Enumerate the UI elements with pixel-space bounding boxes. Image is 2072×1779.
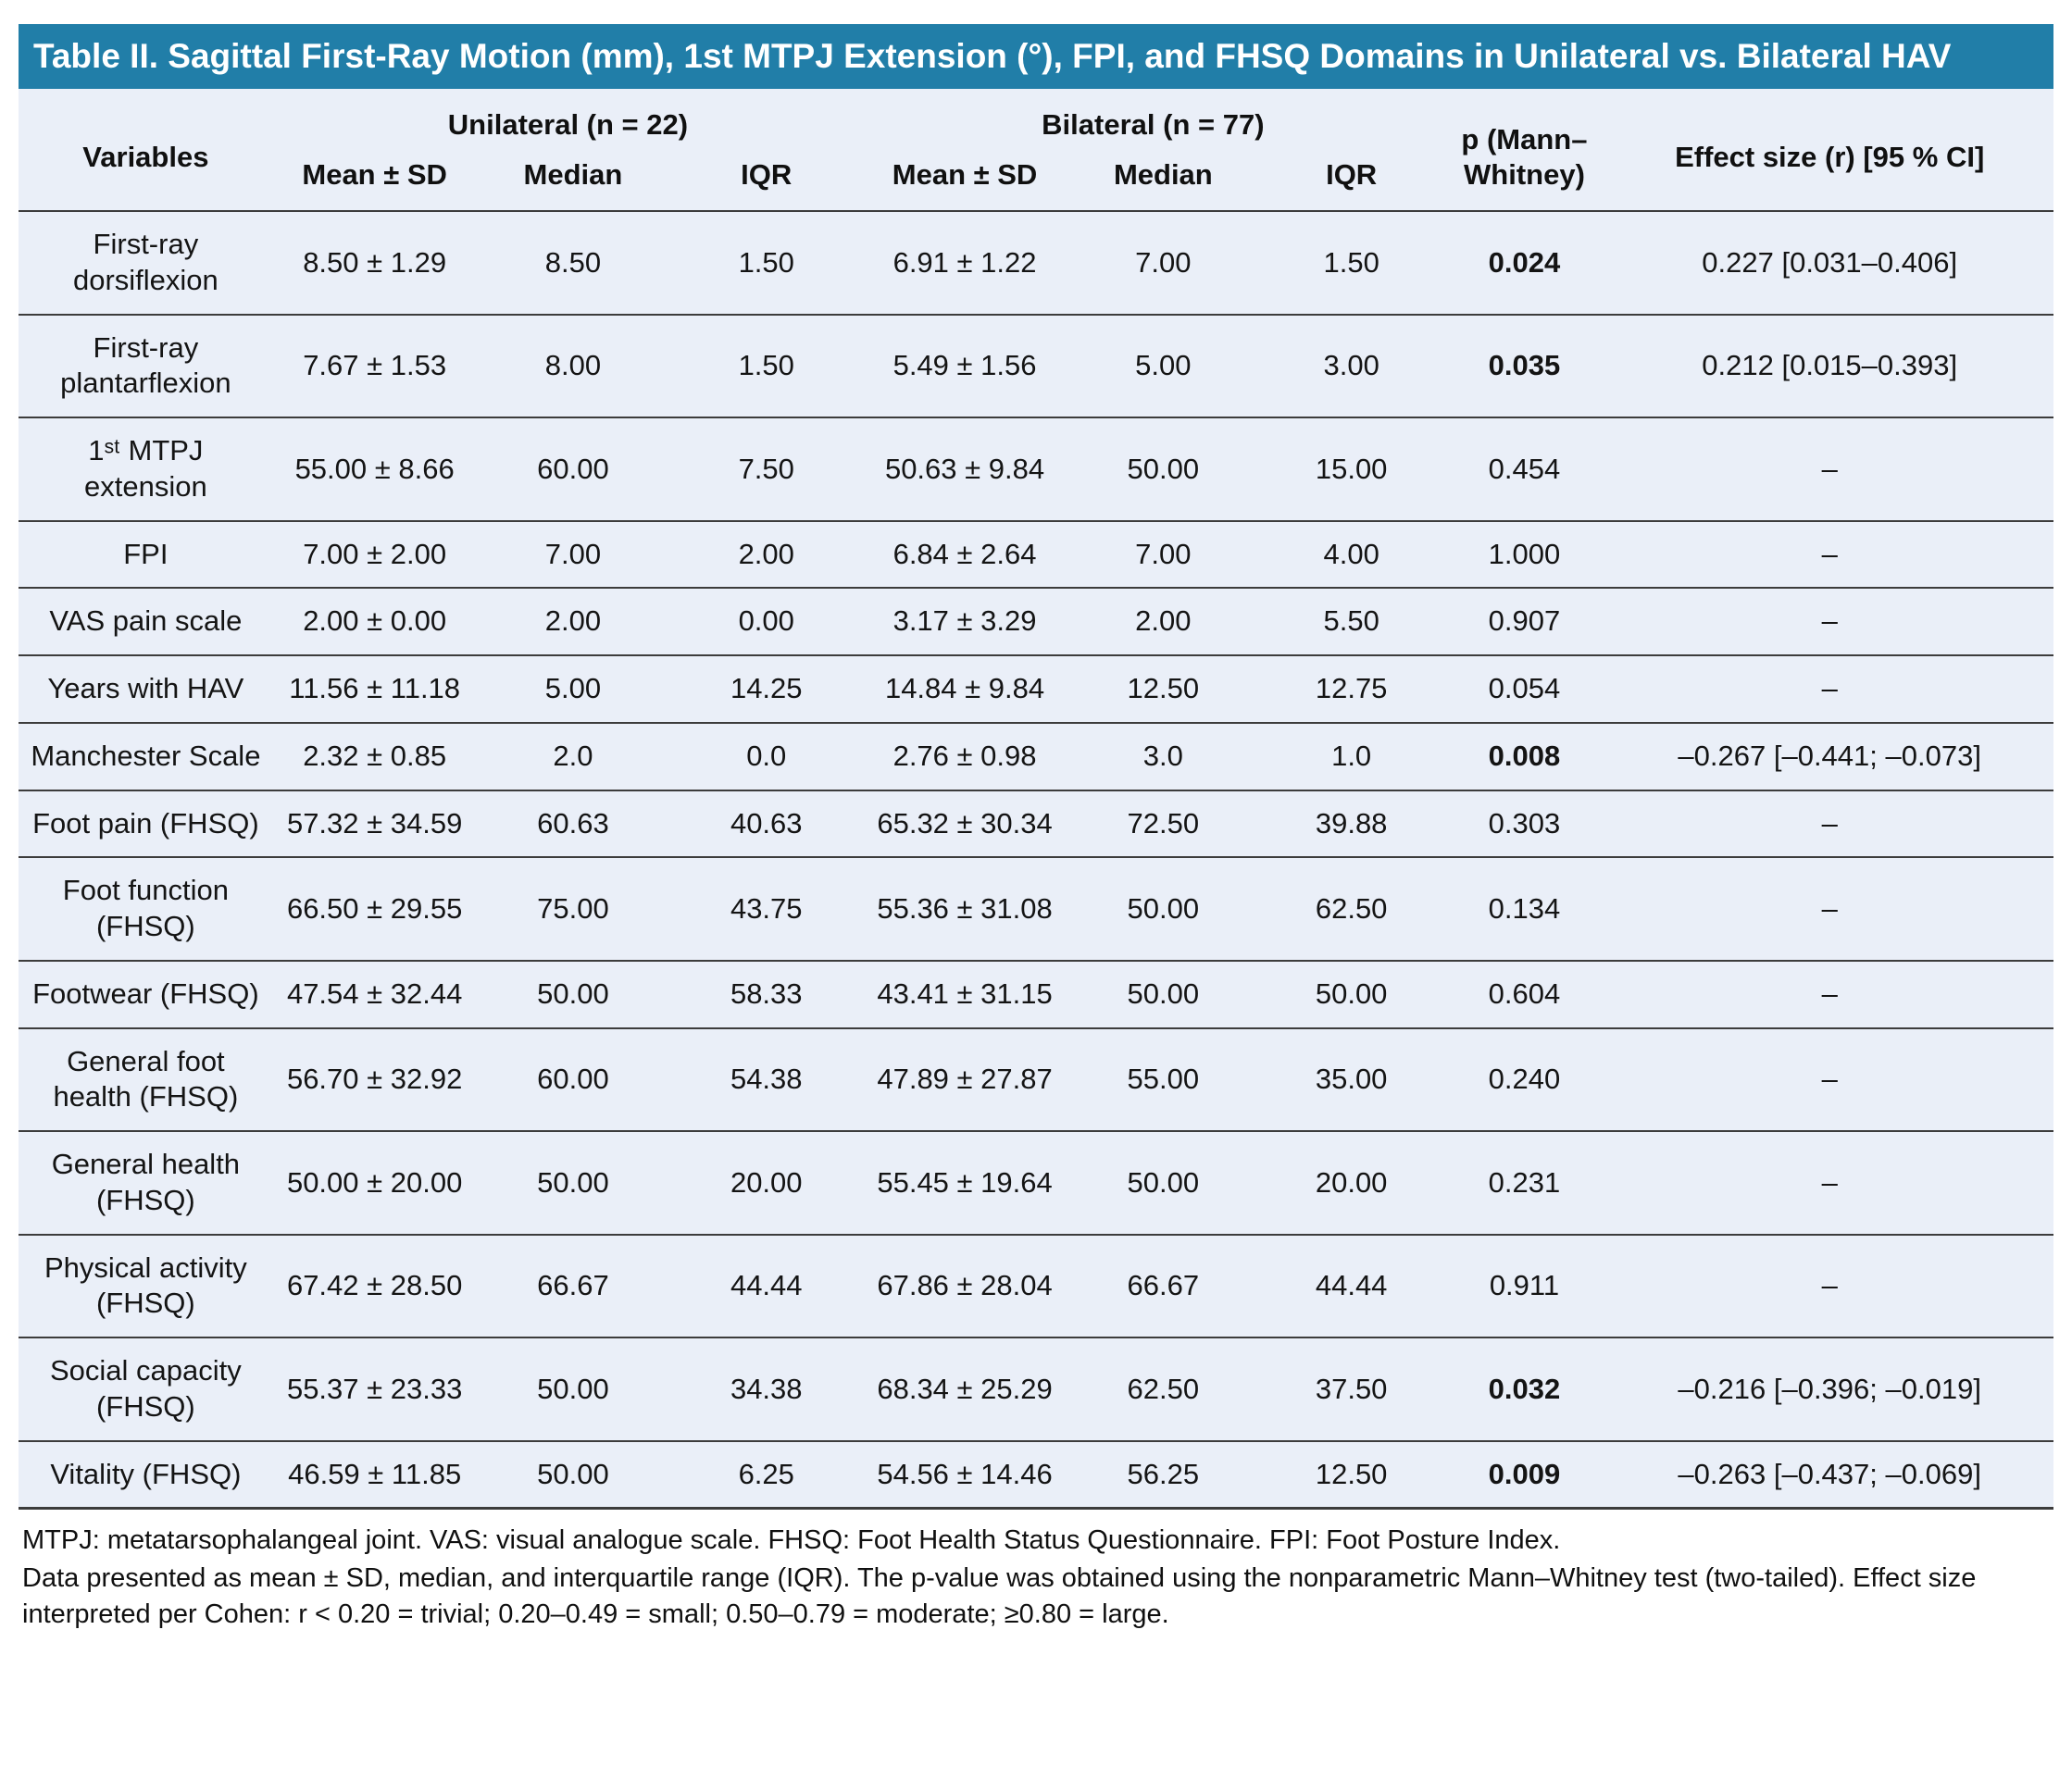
cell-uni-median: 2.0 [553,739,593,772]
cell-label: Foot function (FHSQ) [62,874,229,943]
cell-bi-iqr: 5.50 [1323,604,1379,638]
cell-bi-mean-sd: 43.41 ± 31.15 [877,977,1053,1010]
cell-bi-median: 50.00 [1127,1165,1200,1199]
footnote-abbreviations: MTPJ: metatarsophalangeal joint. VAS: visual analogue scale. FHSQ: Foot Health Status Questionnaire. FPI: Foot Posture Index. [22,1525,1561,1556]
cell-p: 0.231 [1488,1165,1561,1199]
cell-bi-median: 3.0 [1142,739,1183,772]
cell-bi-median: 50.00 [1127,452,1200,485]
table-body [19,211,2053,1509]
cell-uni-median: 66.67 [537,1269,609,1302]
cell-bi-median: 2.00 [1135,604,1192,638]
cell-bi-median: 72.50 [1127,806,1200,840]
cell-effect: – [1821,977,1838,1010]
table-footnotes [19,1510,2053,1641]
cell-uni-iqr: 1.50 [738,349,794,382]
cell-p: 0.024 [1488,245,1561,279]
header-bi-median: Median [1113,158,1213,192]
cell-effect: – [1821,537,1838,570]
cell-uni-mean-sd: 46.59 ± 11.85 [288,1457,462,1490]
cell-uni-median: 75.00 [537,891,609,925]
cell-label: Physical activity (FHSQ) [44,1250,247,1320]
cell-uni-iqr: 0.0 [746,739,787,772]
cell-bi-mean-sd: 6.84 ± 2.64 [892,537,1037,570]
table-row [19,961,2053,1028]
cell-label: Social capacity (FHSQ) [49,1354,242,1423]
cell-uni-iqr: 1.50 [738,245,794,279]
cell-bi-iqr: 1.0 [1331,739,1372,772]
cell-uni-iqr: 58.33 [730,977,803,1010]
cell-bi-median: 55.00 [1127,1063,1200,1096]
cell-label: Manchester Scale [31,739,261,772]
cell-effect: – [1821,891,1838,925]
cell-bi-mean-sd: 67.86 ± 28.04 [877,1269,1053,1302]
cell-uni-mean-sd: 11.56 ± 11.18 [289,672,461,705]
cell-bi-mean-sd: 14.84 ± 9.84 [884,672,1045,705]
cell-uni-mean-sd: 67.42 ± 28.50 [286,1269,463,1302]
table-row [19,417,2053,521]
footnote-methods: Data presented as mean ± SD, median, and interquartile range (IQR). The p-value was obtained using the nonparametric Mann–Whitney test (two-tailed). Effect size interpreted per Cohen: r < 0.20 = trivial; 0.20–0.49 = small; 0.50–0.79 = moderate; ≥0.80 = large. [22,1563,1977,1629]
cell-effect: –0.263 [–0.437; –0.069] [1678,1457,1981,1490]
cell-uni-median: 50.00 [537,1457,609,1490]
cell-uni-mean-sd: 2.32 ± 0.85 [303,739,447,772]
cell-uni-median: 60.00 [537,452,609,485]
cell-label: Footwear (FHSQ) [32,977,259,1010]
cell-uni-median: 60.63 [537,806,609,840]
cell-label: General health (FHSQ) [51,1148,241,1216]
results-table [19,89,2053,1511]
header-group-bilateral: Bilateral (n = 77) [1042,107,1265,141]
cell-bi-median: 62.50 [1127,1372,1200,1405]
cell-effect: – [1821,1063,1838,1096]
cell-p: 0.035 [1488,349,1561,382]
table-row [19,723,2053,790]
cell-uni-mean-sd: 50.00 ± 20.00 [286,1165,463,1199]
table-row [19,211,2053,315]
cell-bi-median: 7.00 [1135,245,1192,279]
cell-bi-iqr: 3.00 [1323,349,1379,382]
cell-uni-median: 5.00 [544,672,602,705]
cell-label: 1ˢᵗ MTPJ extension [84,434,207,503]
cell-bi-mean-sd: 65.32 ± 30.34 [877,806,1053,840]
cell-effect: – [1821,672,1838,705]
cell-effect: – [1821,1165,1838,1199]
cell-p: 0.054 [1488,672,1561,705]
cell-label: Vitality (FHSQ) [50,1457,242,1490]
table-row [19,521,2053,589]
cell-bi-mean-sd: 55.36 ± 31.08 [877,891,1053,925]
cell-bi-median: 5.00 [1135,349,1192,382]
cell-uni-median: 8.50 [544,245,602,279]
cell-uni-iqr: 7.50 [738,452,794,485]
cell-uni-iqr: 44.44 [730,1269,803,1302]
cell-uni-median: 50.00 [537,1165,609,1199]
cell-uni-iqr: 14.25 [730,672,803,705]
cell-bi-median: 12.50 [1127,672,1200,705]
cell-bi-mean-sd: 2.76 ± 0.98 [892,739,1037,772]
cell-uni-mean-sd: 8.50 ± 1.29 [303,245,447,279]
header-uni-median: Median [523,158,623,192]
cell-bi-mean-sd: 68.34 ± 25.29 [877,1372,1053,1405]
cell-bi-iqr: 44.44 [1315,1269,1388,1302]
cell-uni-iqr: 2.00 [738,537,794,570]
cell-bi-median: 66.67 [1127,1269,1200,1302]
cell-bi-iqr: 37.50 [1315,1372,1388,1405]
cell-effect: – [1821,806,1838,840]
cell-bi-iqr: 12.75 [1315,672,1388,705]
cell-bi-mean-sd: 6.91 ± 1.22 [892,245,1037,279]
cell-uni-mean-sd: 66.50 ± 29.55 [286,891,463,925]
cell-uni-median: 50.00 [537,1372,609,1405]
cell-p: 0.604 [1488,977,1561,1010]
cell-p: 0.032 [1488,1372,1561,1405]
table-row [19,1337,2053,1441]
cell-label: FPI [123,537,169,570]
cell-p: 1.000 [1488,537,1561,570]
cell-uni-median: 60.00 [537,1063,609,1096]
cell-bi-median: 50.00 [1127,891,1200,925]
header-variables: Variables [82,141,209,174]
cell-bi-iqr: 15.00 [1315,452,1388,485]
cell-bi-iqr: 12.50 [1315,1457,1388,1490]
cell-bi-iqr: 35.00 [1315,1063,1388,1096]
cell-p: 0.907 [1488,604,1561,638]
cell-p: 0.303 [1488,806,1561,840]
cell-uni-iqr: 0.00 [738,604,794,638]
cell-bi-iqr: 4.00 [1323,537,1379,570]
cell-bi-iqr: 1.50 [1323,245,1379,279]
cell-uni-median: 7.00 [544,537,602,570]
cell-uni-iqr: 34.38 [730,1372,803,1405]
cell-bi-median: 7.00 [1135,537,1192,570]
cell-uni-mean-sd: 55.37 ± 23.33 [286,1372,463,1405]
table-row [19,315,2053,418]
cell-effect: – [1821,452,1838,485]
cell-uni-mean-sd: 57.32 ± 34.59 [286,806,463,840]
cell-effect: –0.216 [–0.396; –0.019] [1678,1372,1981,1405]
cell-p: 0.134 [1488,891,1561,925]
cell-p: 0.009 [1488,1457,1561,1490]
cell-p: 0.911 [1489,1269,1560,1302]
cell-label: General foot health (FHSQ) [53,1044,239,1113]
table-title: Table II. Sagittal First-Ray Motion (mm), 1st MTPJ Extension (°), FPI, and FHSQ Domains in Unilateral vs. Bilateral HAV [33,37,1952,75]
header-uni-mean-sd: Mean ± SD [302,158,447,192]
cell-effect: – [1821,604,1838,638]
cell-effect: – [1821,1269,1838,1302]
cell-p: 0.008 [1488,739,1561,772]
cell-bi-mean-sd: 47.89 ± 27.87 [877,1063,1053,1096]
cell-label: Foot pain (FHSQ) [32,806,259,840]
cell-uni-mean-sd: 7.00 ± 2.00 [303,537,447,570]
table-header [19,89,2053,212]
cell-uni-mean-sd: 47.54 ± 32.44 [286,977,463,1010]
cell-label: Years with HAV [47,672,244,705]
cell-uni-median: 8.00 [544,349,602,382]
table-row [19,655,2053,723]
cell-label: VAS pain scale [49,604,243,638]
cell-uni-iqr: 43.75 [730,891,803,925]
cell-bi-mean-sd: 55.45 ± 19.64 [877,1165,1053,1199]
cell-p: 0.454 [1488,452,1561,485]
table-row [19,790,2053,858]
header-bi-iqr: IQR [1326,158,1378,192]
header-uni-iqr: IQR [741,158,793,192]
cell-uni-iqr: 40.63 [730,806,803,840]
header-group-unilateral: Unilateral (n = 22) [447,107,689,141]
cell-bi-iqr: 50.00 [1315,977,1388,1010]
table-row [19,1235,2053,1338]
cell-uni-iqr: 54.38 [730,1063,803,1096]
table-row [19,588,2053,655]
table-row [19,1131,2053,1235]
cell-bi-iqr: 39.88 [1315,806,1388,840]
cell-bi-iqr: 20.00 [1315,1165,1388,1199]
header-bi-mean-sd: Mean ± SD [892,158,1038,192]
table-row [19,857,2053,961]
table-title-bar [19,24,2053,89]
cell-uni-median: 50.00 [537,977,609,1010]
cell-bi-mean-sd: 5.49 ± 1.56 [892,349,1037,382]
cell-uni-mean-sd: 56.70 ± 32.92 [286,1063,463,1096]
cell-effect: –0.267 [–0.441; –0.073] [1678,739,1981,772]
header-group-row [19,89,2053,145]
cell-bi-mean-sd: 3.17 ± 3.29 [892,604,1037,638]
header-p-mann-whitney: p (Mann–Whitney) [1461,122,1588,192]
cell-uni-mean-sd: 7.67 ± 1.53 [303,349,447,382]
cell-uni-iqr: 20.00 [730,1165,803,1199]
cell-bi-mean-sd: 50.63 ± 9.84 [884,452,1045,485]
table-row [19,1441,2053,1509]
cell-label: First-ray dorsiflexion [72,228,218,296]
cell-uni-median: 2.00 [544,604,602,638]
cell-uni-mean-sd: 55.00 ± 8.66 [294,452,455,485]
cell-bi-median: 56.25 [1127,1457,1200,1490]
cell-effect: 0.212 [0.015–0.393] [1702,349,1958,382]
header-effect-size: Effect size (r) [95 % CI] [1675,141,1985,174]
cell-uni-iqr: 6.25 [738,1457,794,1490]
cell-bi-mean-sd: 54.56 ± 14.46 [877,1457,1053,1490]
cell-p: 0.240 [1488,1063,1561,1096]
table-row [19,1028,2053,1132]
cell-bi-median: 50.00 [1127,977,1200,1010]
cell-effect: 0.227 [0.031–0.406] [1702,245,1958,279]
cell-label: First-ray plantarflexion [60,330,231,400]
cell-bi-iqr: 62.50 [1315,891,1388,925]
cell-uni-mean-sd: 2.00 ± 0.00 [303,604,447,638]
